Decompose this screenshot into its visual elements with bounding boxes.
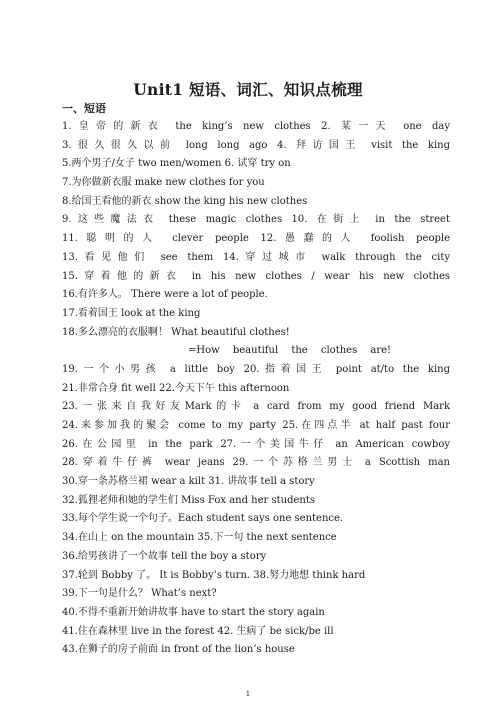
list-item: 21.非常合身 fit well 22.今天下午 this afternoon	[62, 382, 290, 394]
section-heading: 一、短语	[62, 102, 106, 115]
phrase-list	[62, 118, 450, 660]
list-item: 28.穿着牛仔裤 wear jeans 29.一个苏格兰男士 a Scottish man	[62, 457, 450, 469]
list-item: 8.给国王看他的新衣 show the king his new clothes	[62, 195, 308, 207]
list-item: 9.这些魔法衣 these magic clothes 10. 在街上 in the street	[62, 214, 450, 226]
list-item: 1.皇帝的新衣 the king’s new clothes 2. 某一天 one day	[62, 121, 450, 132]
list-item: 3.很久很久以前 long long ago 4. 拜访国王 visit the king	[62, 139, 450, 151]
list-item: 18.多么漂亮的衣服啊！ What beautiful clothes!	[62, 326, 290, 338]
list-item: 24.来参加我的聚会 come to my party 25.在四点半 at half past four	[62, 420, 450, 431]
list-item: 39.下一句是什么？ What’s next?	[62, 588, 217, 600]
list-item: 16.有许多人。 There were a lot of people.	[62, 289, 268, 301]
list-item: 33.每个学生说一个句子。Each student says one sentence.	[62, 513, 344, 525]
list-item: 40.不得不重新开始讲故事 have to start the story again	[62, 606, 325, 618]
list-item: 43.在狮子的房子前面 in front of the lion’s house	[62, 644, 295, 656]
list-item: 26.在公园里 in the park 27.一个美国牛仔 an American cowboy	[62, 438, 450, 450]
page-title: Unit1 短语、词汇、知识点梳理	[133, 80, 363, 99]
list-item: 17.看着国王 look at the king	[62, 307, 201, 319]
list-item: 41.住在森林里 live in the forest 42. 生病了 be sick/be ill	[62, 625, 334, 637]
list-item: 30.穿一条苏格兰裙 wear a kilt 31. 讲故事 tell a story	[62, 476, 315, 488]
list-item: 15.穿着他的新衣 in his new clothes / wear his new clothes	[62, 270, 450, 282]
list-item: 23.一张来自我好友Mark的卡 a card from my good friend Mark	[62, 401, 450, 413]
page-number: 1	[245, 690, 251, 698]
list-item: 7.为你做新衣服 make new clothes for you	[62, 177, 265, 189]
list-item: 11.聪明的人 clever people 12.愚蠢的人 foolish people	[62, 233, 450, 245]
list-item: 13.看见他们 see them 14.穿过城市 walk through the city	[62, 251, 450, 263]
list-item: 32.狐狸老师和她的学生们 Miss Fox and her students	[62, 494, 315, 506]
list-item: =How beautiful the clothes are!	[188, 345, 392, 357]
list-item: 36.给男孩讲了一个故事 tell the boy a story	[62, 550, 267, 562]
list-item: 34.在山上 on the mountain 35.下一句 the next sentence	[62, 532, 337, 544]
list-item: 5.两个男子/女子 two men/women 6. 试穿 try on	[62, 158, 291, 170]
list-item: 37.轮到 Bobby 了。 It is Bobby’s turn. 38.努力地想 think hard	[62, 569, 366, 581]
list-item: 19.一个小男孩 a little boy 20.指着国王 point at/to the king	[62, 363, 450, 375]
